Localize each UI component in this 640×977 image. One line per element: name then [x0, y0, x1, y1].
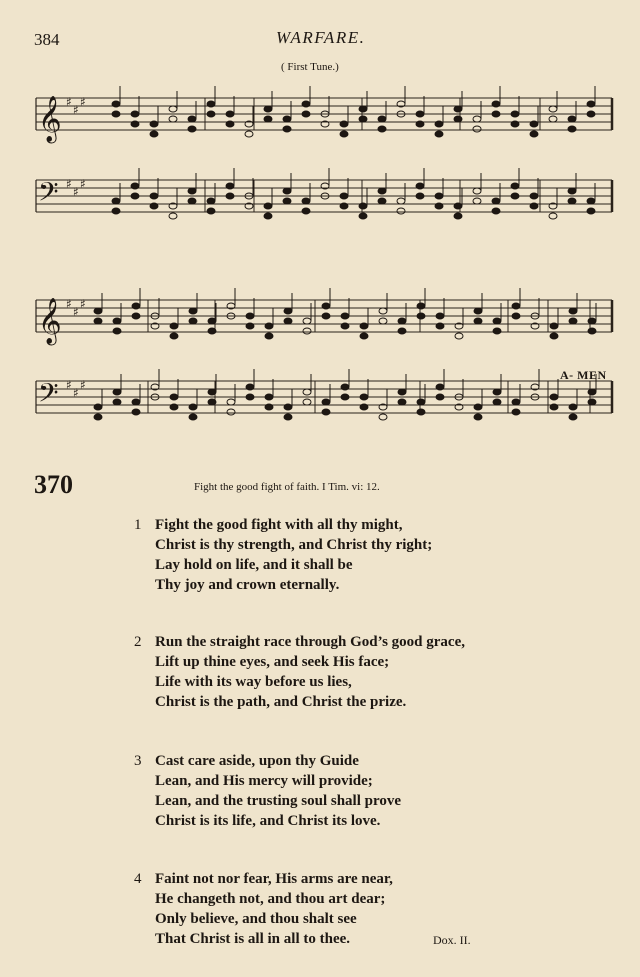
stanza-4	[134, 869, 393, 949]
stanza-2	[134, 632, 465, 712]
stanza-line: He changeth not, and thou art dear;	[155, 891, 386, 907]
amen-label: A- MEN	[560, 368, 607, 382]
svg-text:𝄢: 𝄢	[38, 176, 59, 214]
stanza-1	[134, 515, 432, 595]
stanza-line: Life with its way before us lies,	[155, 674, 352, 690]
stanza-line: Thy joy and crown eternally.	[155, 577, 340, 593]
stanza-line: 1 Fight the good fight with all thy might,	[134, 517, 403, 533]
svg-text:♯: ♯	[80, 297, 86, 311]
stanza-line: Christ is the path, and Christ the prize.	[155, 694, 407, 710]
stanza-line: Christ is its life, and Christ its love.	[155, 813, 381, 829]
svg-text:♯: ♯	[80, 95, 86, 109]
stanza-number: 2	[134, 634, 142, 650]
stanza-line: Only believe, and thou shalt see	[155, 911, 357, 927]
stanza-line: Lay hold on life, and it shall be	[155, 557, 353, 573]
stanza-number: 3	[134, 753, 142, 769]
svg-text:♯: ♯	[73, 185, 79, 199]
stanza-number: 4	[134, 871, 142, 887]
svg-text:♯: ♯	[66, 177, 72, 191]
hymn-number: 370	[34, 470, 73, 499]
svg-text:𝄞: 𝄞	[38, 298, 62, 344]
tune-label: ( First Tune.)	[281, 61, 339, 73]
svg-text:♯: ♯	[73, 386, 79, 400]
stanza-line: Lift up thine eyes, and seek His face;	[155, 654, 390, 670]
page-number: 384	[34, 30, 60, 49]
svg-text:♯: ♯	[73, 305, 79, 319]
running-head: WARFARE.	[276, 28, 366, 47]
svg-text:♯: ♯	[80, 177, 86, 191]
svg-text:𝄞: 𝄞	[38, 96, 62, 142]
svg-text:♯: ♯	[66, 95, 72, 109]
svg-text:𝄢: 𝄢	[38, 377, 59, 415]
stanza-line: Lean, and His mercy will provide;	[155, 773, 373, 789]
stanza-line: 4 Faint not nor fear, His arms are near,	[134, 871, 393, 887]
doxology-reference: Dox. II.	[433, 933, 471, 947]
svg-text:♯: ♯	[66, 297, 72, 311]
hymn-subtitle: Fight the good fight of faith. I Tim. vi: 12.	[194, 481, 380, 493]
svg-text:♯: ♯	[66, 378, 72, 392]
svg-text:♯: ♯	[73, 103, 79, 117]
stanza-line: 2 Run the straight race through God’s good grace,	[134, 634, 465, 650]
stanza-line: Christ is thy strength, and Christ thy right;	[155, 537, 433, 553]
stanza-line: 3 Cast care aside, upon thy Guide	[134, 753, 359, 769]
svg-text:♯: ♯	[80, 378, 86, 392]
stanza-3	[134, 751, 401, 831]
stanza-line: That Christ is all in all to thee.	[155, 931, 351, 947]
stanza-number: 1	[134, 517, 142, 533]
stanza-line: Lean, and the trusting soul shall prove	[155, 793, 402, 809]
music-score	[0, 0, 640, 460]
